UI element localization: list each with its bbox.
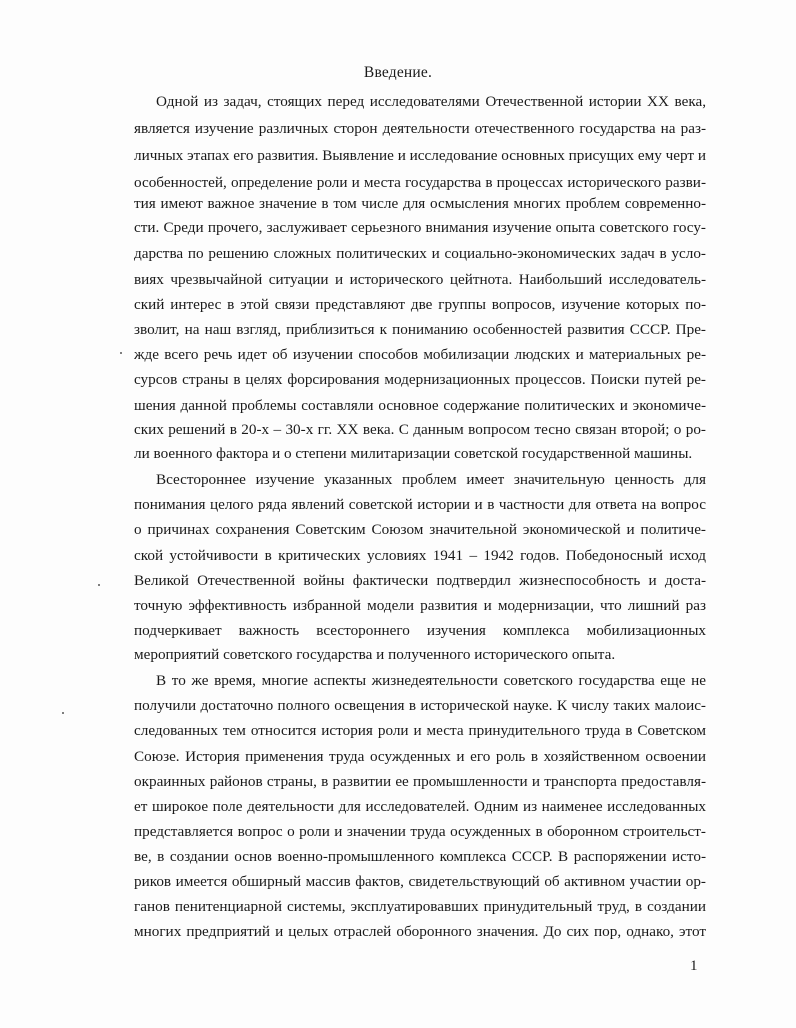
scan-speck [98,584,100,586]
text-line: Всестороннее изучение указанных проблем имеет значительную ценность для [156,471,706,488]
page-title: Введение. [363,64,433,81]
text-line: следованных тем относится история роли и места принудительного труда в Советском [134,722,706,739]
text-line: ских решений в 20-х – 30-х гг. XX века. С данным вопросом тесно связан второй; о ро- [134,421,706,438]
text-line: тия имеют важное значение в том числе для осмысления многих проблем современно- [134,195,706,212]
text-line: риков имеется обширный массив фактов, свидетельствующий об активном участии ор- [134,873,706,890]
text-line: ет широкое поле деятельности для исследователей. Одним из наименее исследованных [134,798,706,815]
text-line: Великой Отечественной войны фактически подтвердил жизнеспособность и доста- [134,572,706,589]
text-line: шения данной проблемы составляли основное содержание политических и экономиче- [134,397,706,414]
text-line: ганов пенитенциарной системы, эксплуатировавших принудительный труд, в создании [134,898,706,915]
text-line: особенностей, определение роли и места государства в процессах исторического разви- [134,174,706,191]
text-line: виях чрезвычайной ситуации и исторического цейтнота. Наибольший исследователь- [134,271,706,288]
text-line: о причинах сохранения Советским Союзом значительной экономической и политиче- [134,521,706,538]
text-line: подчеркивает важность всестороннего изучения комплекса мобилизационных [134,622,706,639]
text-line: окраинных районов страны, в развитии ее промышленности и транспорта предоставля- [134,773,706,790]
text-line: понимания целого ряда явлений советской истории и в частности для ответа на вопрос [134,496,706,513]
scan-speck [120,352,122,354]
text-line: сти. Среди прочего, заслуживает серьезного внимания изучение опыта советского госу- [134,219,706,236]
text-line: ской устойчивости в критических условиях 1941 – 1942 годов. Победоносный исход [134,547,706,564]
page-number: 1 [690,958,698,974]
text-line: мероприятий советского государства и полученного исторического опыта. [134,646,616,663]
text-line: представляется вопрос о роли и значении труда осужденных в оборонном строительст- [134,823,706,840]
text-line: Союзе. История применения труда осужденных и его роль в хозяйственном освоении [134,748,706,765]
text-line: ли военного фактора и о степени милитаризации советской государственной машины. [134,445,693,462]
text-line: является изучение различных сторон деятельности отечественного государства на раз- [134,120,706,137]
text-line: В то же время, многие аспекты жизнедеятельности советского государства еще не [156,672,706,689]
text-line: точную эффективность избранной модели развития и модернизации, что лишний раз [134,597,706,614]
text-line: ский интерес в этой связи представляют две группы вопросов, изучение которых по- [134,296,706,313]
text-line: многих предприятий и целых отраслей оборонного значения. До сих пор, однако, этот [134,923,706,940]
text-line: жде всего речь идет об изучении способов мобилизации людских и материальных ре- [134,346,706,363]
scan-speck [62,712,64,714]
text-line: получили достаточно полного освещения в исторической науке. К числу таких малоис- [134,697,706,714]
text-line: зволит, на наш взгляд, приблизиться к пониманию особенностей развития СССР. Пре- [134,321,706,338]
text-line: дарства по решению сложных политических и социально-экономических задач в усло- [134,245,706,262]
text-line: ве, в создании основ военно-промышленного комплекса СССР. В распоряжении исто- [134,848,706,865]
text-line: сурсов страны в целях форсирования модернизационных процессов. Поиски путей ре- [134,371,706,388]
text-line: Одной из задач, стоящих перед исследователями Отечественной истории XX века, [156,93,706,110]
text-line: личных этапах его развития. Выявление и исследование основных присущих ему черт и [134,147,706,164]
